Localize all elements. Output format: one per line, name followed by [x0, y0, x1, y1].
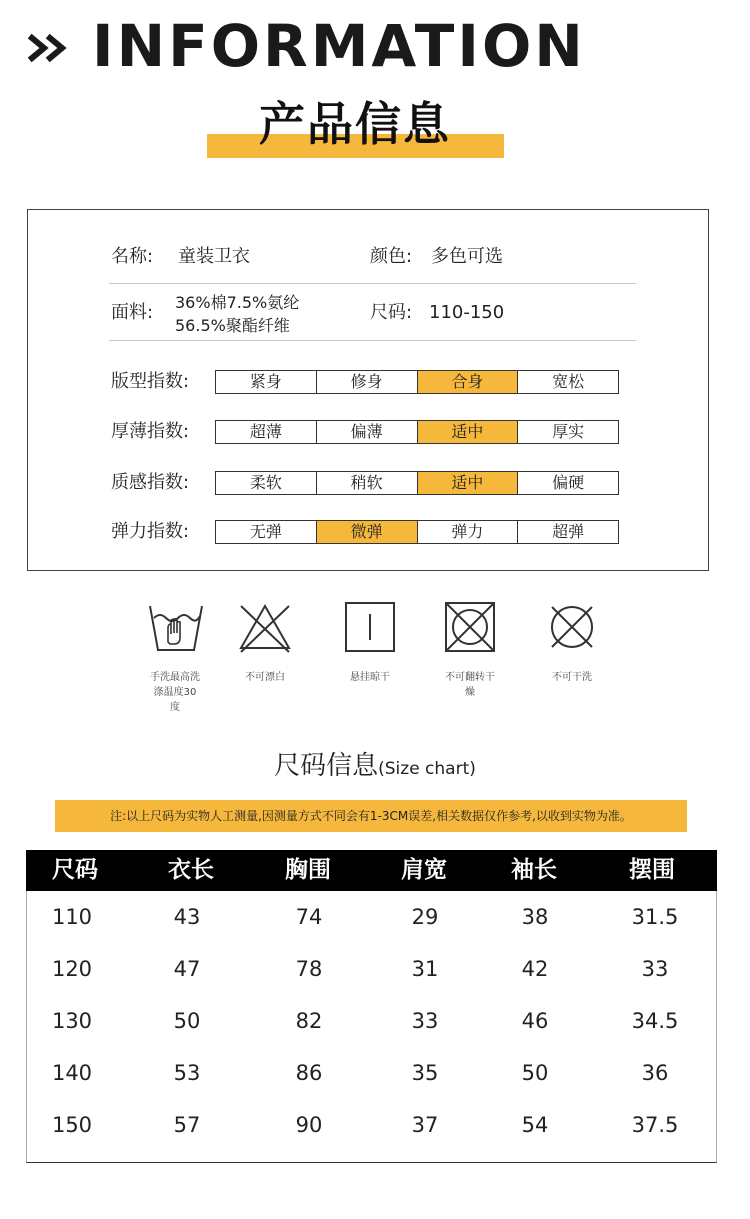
scale-option: 修身	[316, 371, 417, 393]
table-cell: 74	[295, 905, 323, 929]
scale-option: 厚实	[517, 421, 618, 443]
care-text-no-dry-clean: 不可干洗	[552, 672, 592, 683]
table-cell: 82	[295, 1009, 323, 1033]
elasticity-index-label: 弹力指数:	[111, 521, 190, 542]
page-title-cn: 产品信息	[259, 97, 451, 151]
scale-option: 弹力	[417, 521, 518, 543]
table-cell: 43	[173, 905, 201, 929]
measurement-note: 注:以上尺码为实物人工测量,因测量方式不同会有1-3CM误差,相关数据仅作参考,以收到实物为准。	[55, 800, 687, 832]
fit-index-scale	[215, 370, 619, 394]
scale-option: 偏硬	[517, 472, 618, 494]
hang-dry-icon	[330, 598, 410, 658]
elasticity-index-scale	[215, 520, 619, 544]
divider	[109, 340, 636, 341]
table-cell: 120	[51, 957, 93, 981]
name-label: 名称:	[111, 246, 154, 267]
table-header-cell: 尺码	[52, 857, 98, 883]
care-text-no-bleach: 不可漂白	[245, 672, 285, 683]
table-row	[27, 1047, 716, 1099]
texture-index-label: 质感指数:	[111, 472, 190, 493]
table-row	[27, 995, 716, 1047]
table-header-cell: 摆围	[629, 857, 675, 883]
table-cell: 86	[295, 1061, 323, 1085]
table-header-cell: 袖长	[511, 857, 557, 883]
scale-option: 适中	[417, 421, 518, 443]
table-cell: 29	[411, 905, 439, 929]
size-chart-title-en: (Size chart)	[378, 759, 476, 779]
table-cell: 37.5	[631, 1113, 679, 1137]
table-cell: 78	[295, 957, 323, 981]
thickness-index-scale	[215, 420, 619, 444]
size-chart-title-cn: 尺码信息	[274, 751, 379, 781]
no-bleach-icon	[225, 598, 305, 658]
fabric-line-1: 36%棉7.5%氨纶	[175, 293, 300, 312]
table-cell: 110	[51, 905, 93, 929]
scale-option: 微弹	[316, 521, 417, 543]
size-chart-title	[0, 746, 750, 789]
no-dry-clean-icon	[532, 598, 612, 658]
table-cell: 33	[411, 1009, 439, 1033]
table-cell: 31	[411, 957, 439, 981]
table-cell: 50	[521, 1061, 549, 1085]
table-cell: 46	[521, 1009, 549, 1033]
size-value: 110-150	[429, 302, 505, 323]
scale-option: 超薄	[249, 422, 282, 441]
texture-index-scale	[215, 471, 619, 495]
care-text-no-tumble-dry: 不可翻转干 燥	[445, 672, 495, 698]
table-header-cell: 胸围	[285, 857, 331, 883]
name-value: 童装卫衣	[178, 246, 250, 267]
table-row	[27, 891, 716, 943]
page-title-en: INFORMATION	[92, 12, 586, 80]
no-tumble-dry-icon	[430, 598, 510, 658]
double-chevron-icon	[26, 22, 74, 74]
care-text-hand-wash: 手洗最高洗 涤温度30 度	[150, 672, 200, 713]
table-header-cell: 衣长	[168, 857, 214, 883]
scale-option: 偏薄	[316, 421, 417, 443]
table-cell: 42	[521, 957, 549, 981]
table-cell: 33	[641, 957, 669, 981]
table-cell: 140	[51, 1061, 93, 1085]
table-cell: 37	[411, 1113, 439, 1137]
table-cell: 34.5	[631, 1009, 679, 1033]
care-text-hang-dry: 悬挂晾干	[350, 672, 390, 683]
table-cell: 36	[641, 1061, 669, 1085]
scale-option: 无弹	[249, 522, 282, 541]
size-label: 尺码:	[370, 302, 413, 323]
size-table	[26, 850, 717, 1163]
divider	[109, 283, 636, 284]
table-cell: 150	[51, 1113, 93, 1137]
table-cell: 53	[173, 1061, 201, 1085]
fabric-line-2: 56.5%聚酯纤维	[175, 316, 290, 335]
scale-option: 紧身	[249, 372, 282, 391]
table-row	[27, 1099, 716, 1151]
thickness-index-label: 厚薄指数:	[111, 421, 190, 442]
scale-option: 合身	[417, 371, 518, 393]
scale-option: 超弹	[517, 521, 618, 543]
table-header	[26, 850, 717, 891]
table-cell: 50	[173, 1009, 201, 1033]
table-cell: 54	[521, 1113, 549, 1137]
table-row	[27, 943, 716, 995]
table-cell: 35	[411, 1061, 439, 1085]
table-cell: 38	[521, 905, 549, 929]
hand-wash-icon	[136, 598, 216, 658]
color-label: 颜色:	[370, 246, 413, 267]
table-cell: 130	[51, 1009, 93, 1033]
scale-option: 宽松	[517, 371, 618, 393]
scale-option: 稍软	[316, 472, 417, 494]
fit-index-label: 版型指数:	[111, 371, 190, 392]
table-cell: 57	[173, 1113, 201, 1137]
table-cell: 47	[173, 957, 201, 981]
scale-option: 柔软	[249, 473, 282, 492]
table-header-cell: 肩宽	[401, 857, 447, 883]
scale-option: 适中	[417, 472, 518, 494]
table-cell: 31.5	[631, 905, 679, 929]
fabric-label: 面料:	[111, 302, 154, 323]
table-cell: 90	[295, 1113, 323, 1137]
color-value: 多色可选	[431, 246, 503, 267]
